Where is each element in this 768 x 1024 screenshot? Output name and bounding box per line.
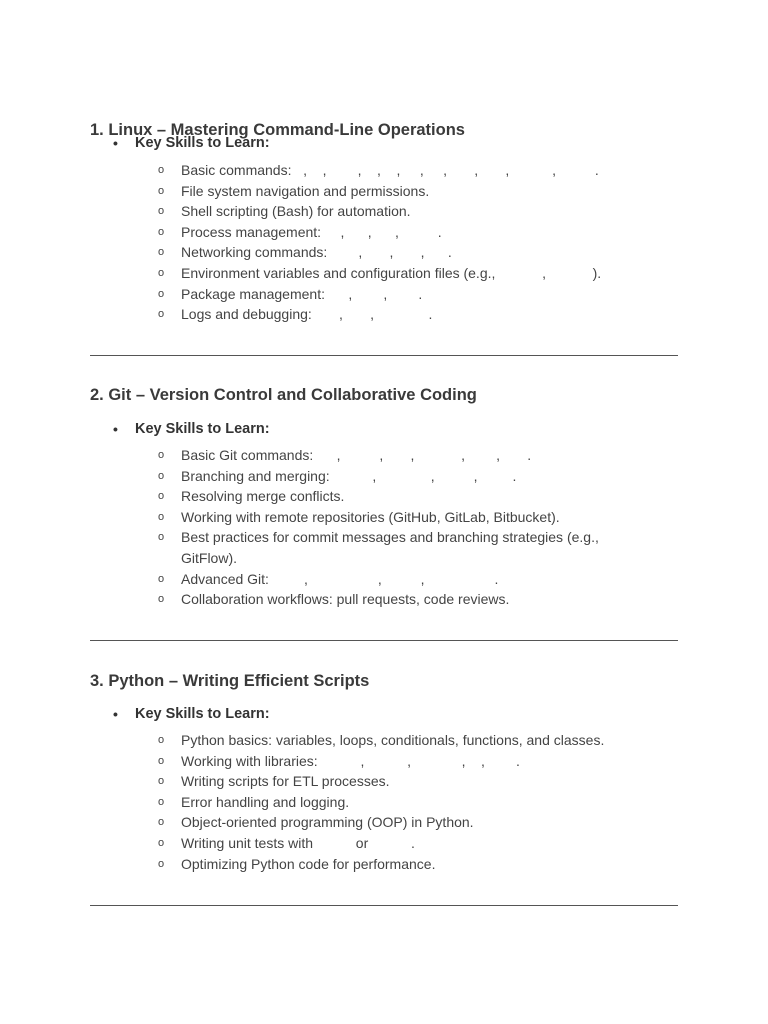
list-item: o Error handling and logging. — [181, 792, 651, 813]
section-3-title — [90, 665, 678, 693]
section-2-subhead-text: Key Skills to Learn: — [135, 421, 270, 437]
sub-bullet-icon: o — [158, 246, 165, 259]
list-item: o File system navigation and permissions. — [181, 181, 651, 202]
sub-bullet-icon: o — [158, 734, 165, 746]
sub-bullet-icon: o — [158, 795, 165, 808]
sub-bullet-icon: o — [158, 164, 165, 176]
sub-bullet-icon: o — [158, 490, 165, 503]
section-divider — [90, 355, 678, 356]
list-item: o Basic commands: , , , , , , , , , , . — [181, 160, 651, 181]
list-item: o Advanced Git: , , , . — [181, 569, 641, 590]
list-item: o Writing unit tests with or . — [181, 833, 651, 854]
list-item: o Environment variables and configuration files (e.g., , ). — [181, 263, 651, 284]
list-item: o Python basics: variables, loops, conditionals, functions, and classes. — [181, 730, 651, 751]
list-item: o Working with remote repositories (GitHub, GitLab, Bitbucket). — [181, 507, 641, 528]
section-2-title — [90, 379, 678, 407]
list-item: o Package management: , , . — [181, 284, 651, 305]
section-divider — [90, 640, 678, 641]
list-item: o Basic Git commands: , , , , , . — [181, 445, 641, 466]
section-3-subhead — [113, 706, 270, 722]
list-item: o Branching and merging: , , , . — [181, 466, 641, 487]
section-1-title-text: 1. Linux – Mastering Command-Line Operations — [90, 120, 465, 139]
sub-bullet-icon: o — [158, 836, 165, 849]
list-item: o Resolving merge conflicts. — [181, 486, 641, 507]
sub-bullet-icon: o — [158, 308, 165, 321]
sub-bullet-icon: o — [158, 205, 165, 218]
bullet-icon: • — [113, 421, 118, 437]
sub-bullet-icon: o — [158, 225, 165, 238]
list-item: o Working with libraries: , , , , . — [181, 751, 651, 772]
section-2-title-text: 2. Git – Version Control and Collaborative Coding — [90, 386, 477, 404]
section-3-list — [158, 730, 651, 874]
list-item: o Writing scripts for ETL processes. — [181, 771, 651, 792]
sub-bullet-icon: o — [158, 510, 165, 523]
sub-bullet-icon: o — [158, 754, 165, 767]
section-1-subhead — [113, 135, 270, 151]
list-item: o Shell scripting (Bash) for automation. — [181, 201, 651, 222]
sub-bullet-icon: o — [158, 266, 165, 279]
section-1-subhead-text: Key Skills to Learn: — [135, 135, 270, 151]
list-item: o Collaboration workflows: pull requests, code reviews. — [181, 589, 641, 610]
sub-bullet-icon: o — [158, 184, 165, 197]
sub-bullet-icon: o — [158, 816, 165, 829]
sub-bullet-icon: o — [158, 857, 165, 870]
list-item: o Object-oriented programming (OOP) in Python. — [181, 812, 651, 833]
sub-bullet-icon: o — [158, 593, 165, 606]
sub-bullet-icon: o — [158, 287, 165, 300]
section-2-subhead — [113, 421, 270, 437]
sub-bullet-icon: o — [158, 531, 165, 544]
section-3-title-text: 3. Python – Writing Efficient Scripts — [90, 672, 370, 690]
sub-bullet-icon: o — [158, 775, 165, 788]
section-3-subhead-text: Key Skills to Learn: — [135, 706, 270, 722]
sub-bullet-icon: o — [158, 572, 165, 585]
list-item: o Logs and debugging: , , . — [181, 304, 651, 325]
list-item: o Optimizing Python code for performance. — [181, 854, 651, 875]
list-item: o Networking commands: , , , . — [181, 242, 651, 263]
section-divider — [90, 905, 678, 906]
bullet-icon: • — [113, 706, 118, 722]
sub-bullet-icon: o — [158, 469, 165, 482]
section-1-list — [158, 160, 651, 325]
list-item: o Process management: , , , . — [181, 222, 651, 243]
sub-bullet-icon: o — [158, 449, 165, 461]
list-item: o Best practices for commit messages and branching strategies (e.g., GitFlow). — [158, 529, 603, 566]
bullet-icon: • — [113, 135, 118, 151]
section-2-list — [158, 445, 641, 610]
